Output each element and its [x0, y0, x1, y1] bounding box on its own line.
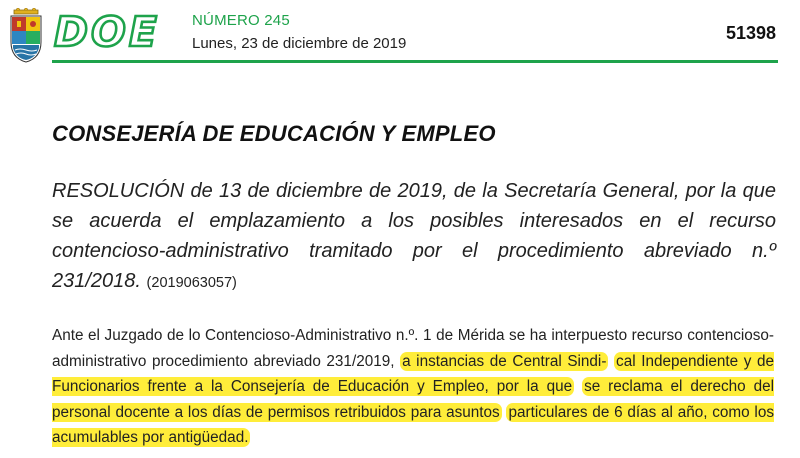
doe-logo: DOE: [54, 8, 160, 56]
resolution-heading: [52, 176, 776, 298]
page-number: 51398: [725, 23, 776, 43]
highlighted-text-1: a instancias de Central Sindi-: [402, 352, 607, 370]
highlighted-text-3: se reclama el derecho del personal docente a los días de permisos retribuidos para asuntos: [52, 378, 774, 421]
section-title: CONSEJERÍA DE EDUCACIÓN Y EMPLEO: [52, 121, 496, 146]
issue-date: Lunes, 23 de diciembre de 2019: [192, 35, 407, 52]
resolution-code: (2019063057): [146, 275, 237, 291]
issue-number: NÚMERO 245: [192, 12, 290, 29]
header-divider: [52, 60, 778, 63]
highlighted-text-4: particulares de 6 días al año, como los acumulables por antigüedad.: [52, 403, 774, 446]
body-line-2: contencioso-administrativo procedimiento abreviado 231/2019,: [52, 327, 775, 370]
coat-of-arms-icon: [8, 8, 44, 64]
resolution-title: RESOLUCIÓN de 13 de diciembre de 2019, de la Secretaría General, por la que se acuerda el emplazamiento a los posibles interesados en el recurso contencioso-administrativo tramitado por el procedimiento abreviado n.º 231/2018.: [52, 180, 776, 292]
highlighted-text-2: cal Independiente y de Funcionarios frente a la Consejería de Educación y Empleo, por la que: [52, 352, 775, 395]
body-paragraph: [52, 323, 774, 451]
body-line-1: Ante el Juzgado de lo Contencioso-Administrativo n.º. 1 de Mérida se ha interpuesto recurso: [52, 327, 683, 344]
